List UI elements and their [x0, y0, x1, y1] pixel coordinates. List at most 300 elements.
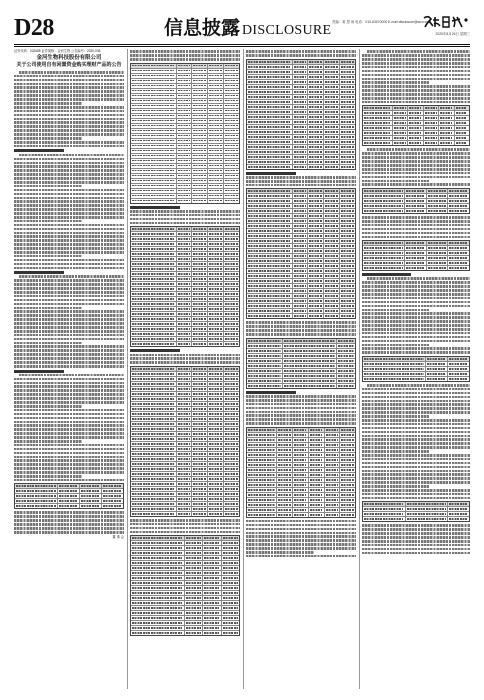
table-cell — [408, 111, 423, 115]
table-cell — [309, 483, 325, 487]
body-text-line — [362, 168, 470, 171]
body-text-line — [362, 183, 470, 186]
table-cell — [192, 342, 208, 346]
body-text-line — [246, 321, 356, 324]
table-cell — [185, 571, 204, 575]
table-cell — [192, 512, 208, 516]
table-cell — [131, 99, 177, 103]
table-cell — [192, 447, 208, 451]
table-cell — [192, 467, 208, 471]
table-cell — [208, 397, 224, 401]
table-cell — [308, 85, 324, 89]
table-cell — [448, 256, 469, 260]
table-cell — [247, 428, 277, 432]
body-text-line — [14, 185, 82, 188]
table-cell — [324, 259, 340, 263]
body-text-line — [14, 189, 124, 192]
table-cell — [203, 551, 222, 555]
body-text-line — [362, 431, 470, 434]
table-cell — [324, 284, 340, 288]
table-cell — [177, 282, 193, 286]
body-text-line — [14, 345, 124, 348]
table-cell — [283, 364, 337, 368]
table-cell — [192, 397, 208, 401]
table-cell — [309, 468, 325, 472]
table-cell — [308, 115, 324, 119]
table-cell — [208, 84, 224, 88]
table-cell — [293, 189, 309, 193]
table-cell — [340, 453, 355, 457]
table-cell — [177, 184, 193, 188]
table-cell — [324, 130, 340, 134]
body-text-line — [14, 523, 124, 526]
table-cell — [325, 498, 341, 502]
table-cell — [427, 199, 449, 203]
financial-table — [130, 226, 240, 347]
body-text-line — [362, 446, 470, 449]
table-cell — [224, 302, 239, 306]
table-cell — [203, 541, 222, 545]
table-cell — [340, 314, 355, 318]
body-text-line — [14, 259, 124, 262]
body-text-line — [14, 177, 124, 180]
body-text-line — [14, 330, 124, 333]
table-cell — [224, 277, 239, 281]
section-title-en: DISCLOSURE — [242, 23, 332, 38]
table-cell — [455, 131, 469, 135]
table-cell — [340, 120, 355, 124]
table-cell — [177, 492, 193, 496]
table-cell — [309, 473, 325, 477]
newspaper-logo — [422, 14, 470, 30]
table-cell — [293, 75, 309, 79]
body-text-line — [362, 481, 470, 484]
table-cell — [192, 99, 208, 103]
body-text-line — [130, 361, 240, 364]
table-cell — [308, 65, 324, 69]
table-cell — [203, 596, 222, 600]
table-row — [247, 513, 355, 517]
table-cell — [293, 304, 309, 308]
table-cell — [308, 309, 324, 313]
table-cell — [455, 121, 469, 125]
table-cell — [131, 144, 177, 148]
table-cell — [340, 204, 355, 208]
table-cell — [325, 488, 341, 492]
table-cell — [224, 377, 239, 381]
body-text-line — [362, 224, 470, 227]
table-cell — [247, 60, 293, 64]
body-text-line — [362, 419, 470, 422]
table-cell — [324, 105, 340, 109]
body-text-line — [367, 148, 470, 151]
table-cell — [177, 497, 193, 501]
body-text-line — [362, 332, 470, 335]
table-cell — [177, 129, 193, 133]
table-cell — [247, 65, 293, 69]
table-cell — [439, 121, 454, 125]
table-cell — [308, 219, 324, 223]
table-cell — [208, 307, 224, 311]
table-cell — [177, 402, 193, 406]
table-cell — [340, 130, 355, 134]
table-cell — [192, 387, 208, 391]
table-cell — [247, 219, 293, 223]
table-cell — [224, 437, 239, 441]
table-cell — [308, 284, 324, 288]
table-cell — [293, 219, 309, 223]
table-cell — [340, 150, 355, 154]
table-cell — [224, 247, 239, 251]
table-cell — [308, 125, 324, 129]
table-cell — [177, 189, 193, 193]
table-cell — [455, 106, 469, 110]
body-text-line — [362, 536, 470, 539]
body-text-line — [14, 463, 124, 466]
body-text-line — [362, 340, 470, 343]
table-cell — [208, 342, 224, 346]
table-cell — [324, 125, 340, 129]
financial-table — [130, 535, 240, 636]
table-cell — [208, 412, 224, 416]
column-2 — [130, 49, 240, 689]
table-cell — [192, 287, 208, 291]
body-text-line — [362, 392, 470, 395]
body-text-line — [14, 318, 124, 321]
table-cell — [131, 272, 177, 276]
table-cell — [340, 274, 355, 278]
table-cell — [426, 372, 448, 376]
table-cell — [247, 249, 293, 253]
table-cell — [208, 99, 224, 103]
table-cell — [177, 337, 193, 341]
table-cell — [131, 477, 177, 481]
table-cell — [208, 292, 224, 296]
financial-table — [130, 366, 240, 517]
table-cell — [131, 367, 177, 371]
table-cell — [224, 169, 239, 173]
table-cell — [177, 462, 193, 466]
table-cell — [439, 116, 454, 120]
table-cell — [208, 337, 224, 341]
table-cell — [247, 364, 283, 368]
table-cell — [325, 433, 341, 437]
section-heading — [14, 149, 64, 152]
table-cell — [426, 357, 448, 361]
table-cell — [247, 125, 293, 129]
table-cell — [222, 586, 240, 590]
table-cell — [222, 536, 240, 540]
table-cell — [177, 382, 193, 386]
table-cell — [192, 267, 208, 271]
table-cell — [340, 259, 355, 263]
body-text-line — [14, 263, 124, 266]
table-cell — [340, 473, 355, 477]
table-cell — [247, 264, 293, 268]
table-cell — [131, 184, 177, 188]
body-text-line — [362, 93, 470, 96]
table-cell — [131, 227, 177, 231]
table-cell — [192, 257, 208, 261]
table-cell — [131, 79, 177, 83]
table-cell — [308, 160, 324, 164]
table-cell — [309, 503, 325, 507]
table-cell — [224, 154, 239, 158]
table-cell — [363, 131, 393, 135]
table-cell — [224, 199, 239, 203]
table-cell — [222, 581, 240, 585]
table-cell — [192, 272, 208, 276]
table-cell — [192, 159, 208, 163]
table-cell — [247, 189, 293, 193]
body-text-line — [14, 314, 124, 317]
table-cell — [192, 79, 208, 83]
table-cell — [208, 482, 224, 486]
table-cell — [203, 616, 222, 620]
table-cell — [308, 224, 324, 228]
table-cell — [222, 606, 240, 610]
table-cell — [324, 80, 340, 84]
body-text-line — [14, 243, 124, 246]
table-cell — [177, 237, 193, 241]
table-cell — [224, 134, 239, 138]
table-cell — [131, 257, 177, 261]
table-cell — [324, 249, 340, 253]
table-cell — [293, 289, 309, 293]
table-cell — [203, 606, 222, 610]
table-cell — [208, 247, 224, 251]
table-cell — [325, 463, 341, 467]
table-cell — [247, 194, 293, 198]
body-text-line — [367, 277, 470, 280]
table-cell — [192, 322, 208, 326]
table-cell — [80, 494, 102, 498]
table-cell — [393, 116, 408, 120]
table-cell — [363, 377, 426, 381]
table-cell — [247, 433, 277, 437]
table-cell — [208, 272, 224, 276]
table-cell — [192, 487, 208, 491]
body-text-line — [14, 267, 124, 270]
table-cell — [102, 489, 123, 493]
table-cell — [192, 337, 208, 341]
body-text-line — [14, 475, 82, 478]
table-cell — [224, 262, 239, 266]
table-cell — [177, 297, 193, 301]
table-cell — [363, 194, 405, 198]
stock-code-line: 证券代码：002688 证券简称：金河生物 公告编号：2020-038 — [14, 49, 101, 53]
table-cell — [192, 124, 208, 128]
table-cell — [340, 309, 355, 313]
table-cell — [340, 279, 355, 283]
section-heading — [130, 206, 180, 209]
table-cell — [224, 447, 239, 451]
body-text-line — [362, 351, 470, 354]
table-cell — [247, 204, 293, 208]
table-cell — [224, 367, 239, 371]
table-cell — [337, 339, 355, 343]
table-cell — [131, 462, 177, 466]
table-cell — [224, 174, 239, 178]
table-cell — [131, 467, 177, 471]
table-cell — [308, 274, 324, 278]
table-cell — [208, 422, 224, 426]
table-cell — [192, 252, 208, 256]
table-cell — [340, 189, 355, 193]
body-text-line — [14, 428, 124, 431]
body-text-line — [246, 399, 356, 402]
table-cell — [208, 472, 224, 476]
body-text-line — [14, 452, 124, 455]
table-cell — [340, 219, 355, 223]
table-cell — [448, 362, 469, 366]
table-cell — [177, 164, 193, 168]
table-cell — [427, 194, 449, 198]
body-text-line — [14, 228, 124, 231]
table-cell — [247, 239, 293, 243]
table-cell — [177, 392, 193, 396]
financial-table — [14, 483, 124, 509]
table-cell — [324, 209, 340, 213]
table-cell — [192, 452, 208, 456]
table-cell — [208, 377, 224, 381]
table-cell — [363, 261, 405, 265]
table-cell — [208, 442, 224, 446]
table-cell — [406, 512, 449, 516]
table-cell — [247, 448, 277, 452]
table-cell — [283, 339, 337, 343]
body-text-line — [362, 164, 470, 167]
table-cell — [448, 377, 469, 381]
table-cell — [308, 80, 324, 84]
body-text-line — [367, 384, 470, 387]
table-cell — [177, 432, 193, 436]
table-cell — [131, 114, 177, 118]
table-cell — [308, 140, 324, 144]
table-cell — [131, 412, 177, 416]
table-cell — [340, 513, 355, 517]
table-cell — [363, 502, 406, 506]
table-cell — [131, 94, 177, 98]
section-heading — [14, 370, 64, 373]
table-cell — [80, 499, 102, 503]
financial-table — [362, 240, 470, 271]
body-text-line — [14, 357, 124, 360]
body-text-line — [14, 98, 124, 101]
body-text-line — [14, 385, 124, 388]
table-cell — [293, 80, 309, 84]
table-cell — [177, 422, 193, 426]
table-cell — [177, 114, 193, 118]
table-cell — [131, 104, 177, 108]
table-cell — [192, 437, 208, 441]
table-cell — [293, 483, 309, 487]
table-cell — [340, 443, 355, 447]
table-cell — [192, 174, 208, 178]
table-cell — [224, 282, 239, 286]
table-cell — [177, 99, 193, 103]
body-text-line — [362, 301, 470, 304]
table-cell — [408, 126, 423, 130]
table-cell — [131, 556, 185, 560]
table-cell — [293, 294, 309, 298]
table-cell — [203, 591, 222, 595]
table-cell — [208, 297, 224, 301]
table-cell — [340, 224, 355, 228]
table-cell — [208, 287, 224, 291]
table-cell — [131, 194, 177, 198]
table-cell — [308, 150, 324, 154]
body-text-line — [14, 106, 124, 109]
table-cell — [131, 149, 177, 153]
table-cell — [208, 74, 224, 78]
table-cell — [224, 257, 239, 261]
table-cell — [324, 229, 340, 233]
table-cell — [208, 322, 224, 326]
table-cell — [309, 453, 325, 457]
table-cell — [324, 155, 340, 159]
table-cell — [308, 155, 324, 159]
body-text-line — [362, 228, 470, 231]
table-cell — [363, 256, 405, 260]
body-text-line — [14, 133, 124, 136]
table-cell — [131, 402, 177, 406]
table-cell — [309, 508, 325, 512]
body-text-line — [14, 440, 82, 443]
table-cell — [208, 477, 224, 481]
table-cell — [293, 478, 309, 482]
body-text-line — [362, 328, 470, 331]
table-cell — [308, 165, 324, 169]
body-text-line — [362, 450, 429, 453]
table-row — [363, 209, 469, 213]
table-cell — [325, 508, 341, 512]
table-cell — [293, 249, 309, 253]
body-text-line — [362, 477, 470, 480]
table-cell — [293, 85, 309, 89]
table-cell — [131, 571, 185, 575]
table-cell — [293, 160, 309, 164]
table-cell — [293, 428, 309, 432]
table-cell — [208, 407, 224, 411]
body-text-line — [14, 444, 124, 447]
table-cell — [340, 135, 355, 139]
table-cell — [448, 367, 469, 371]
table-cell — [177, 487, 193, 491]
table-cell — [408, 106, 423, 110]
table-cell — [131, 337, 177, 341]
table-cell — [340, 199, 355, 203]
table-cell — [340, 289, 355, 293]
table-cell — [131, 487, 177, 491]
table-cell — [340, 194, 355, 198]
table-cell — [247, 110, 293, 114]
table-cell — [277, 513, 293, 517]
table-cell — [208, 94, 224, 98]
table-cell — [222, 621, 240, 625]
table-cell — [177, 412, 193, 416]
body-text-line — [362, 407, 470, 410]
table-cell — [192, 129, 208, 133]
table-cell — [208, 134, 224, 138]
table-cell — [308, 100, 324, 104]
body-text-line — [246, 395, 356, 398]
table-cell — [426, 367, 448, 371]
table-cell — [208, 327, 224, 331]
table-cell — [439, 141, 454, 145]
table-cell — [177, 342, 193, 346]
body-text-line — [14, 417, 124, 420]
